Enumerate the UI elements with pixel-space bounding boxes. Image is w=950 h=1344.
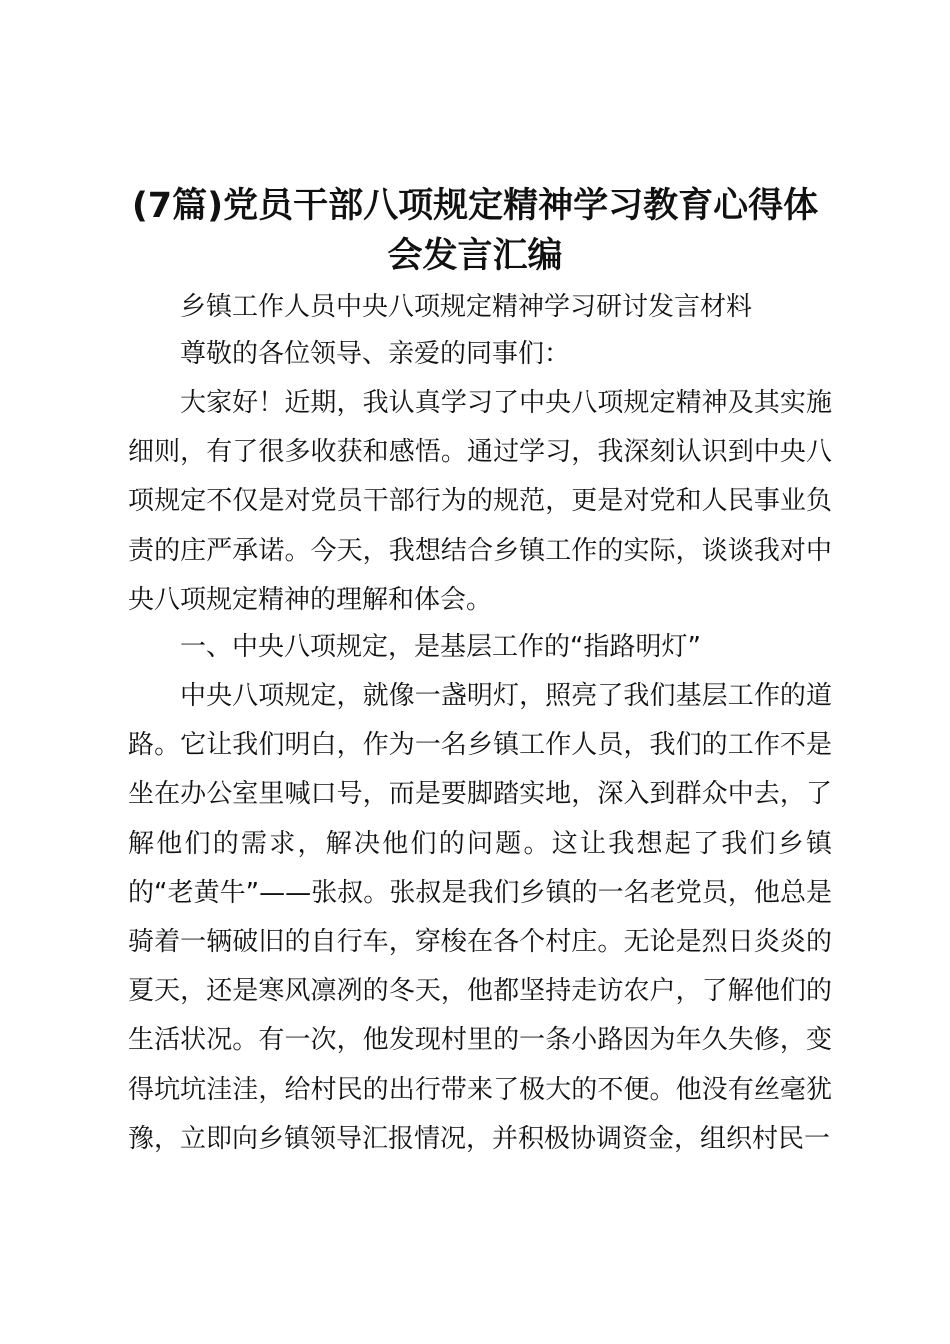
document-body: [128, 285, 832, 1164]
paragraph-subtitle: 乡镇工作人员中央八项规定精神学习研讨发言材料: [180, 292, 753, 322]
document-title: (7篇)党员干部八项规定精神学习教育心得体会发言汇编: [131, 186, 819, 276]
paragraph-salutation: 尊敬的各位领导、亲爱的同事们：: [180, 339, 571, 369]
section-heading-1: 一、中央八项规定，是基层工作的“指路明灯”: [180, 632, 701, 663]
paragraph-section-1: 中央八项规定，就像一盏明灯，照亮了我们基层工作的道路。它让我们明白，作为一名乡镇工作人员，我们的工作不是坐在办公室里喊口号，而是要脚踏实地，深入到群众中去，了解他们的需求，解决他们的问题。这让我想起了我们乡镇的“老黄牛”——张叔。张叔是我们乡镇的一名老党员，他总是骑着一辆破旧的自行车，穿梭在各个村庄。无论是烈日炎炎的夏天，还是寒风凛冽的冬天，他都坚持走访农户，了解他们的生活状况。有一次，他发现村里的一条小路因为年久失修，变得坑坑洼洼，给村民的出行带来了极大的不便。他没有丝毫犹豫，立即向乡镇领导汇报情况，并积极协调资金，组织村民一: [128, 681, 832, 1154]
paragraph-intro: 大家好！近期，我认真学习了中央八项规定精神及其实施细则，有了很多收获和感悟。通过学习，我深刻认识到中央八项规定不仅是对党员干部行为的规范，更是对党和人民事业负责的庄严承诺。今天，我想结合乡镇工作的实际，谈谈我对中央八项规定精神的理解和体会。: [128, 388, 832, 615]
